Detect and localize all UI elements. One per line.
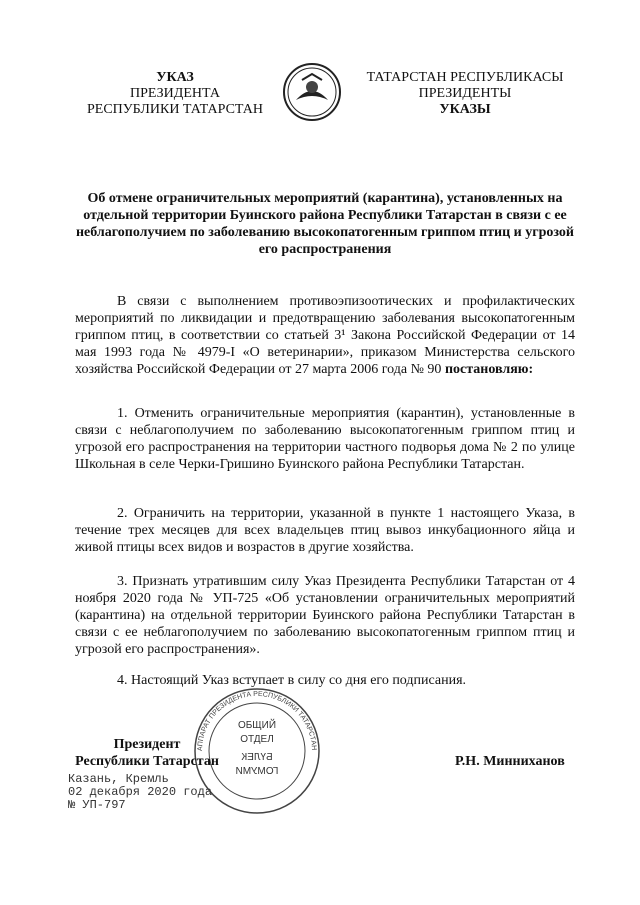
stamp-line1: ОБЩИЙ	[237, 720, 277, 731]
document-title: Об отмене ограничительных мероприятий (карантина), установленных на отдельной территории Буинского района Республики Татарстан в связи с ее неблагополучием по заболеванию высокопатогенным гриппом птиц и угрозой его распространения	[75, 191, 574, 257]
emblem-icon	[280, 62, 344, 122]
signature-title-line1: Президент	[113, 737, 181, 752]
stamp-line2: ОТДЕЛ	[240, 734, 274, 745]
stamp-line4: БҮЛЕК	[241, 752, 273, 763]
stamp-ring-text: АППАРАТ ПРЕЗИДЕНТА РЕСПУБЛИКИ ТАТАРСТАН	[196, 690, 318, 752]
header-left	[70, 70, 280, 118]
signature-name: Р.Н. Минниханов	[455, 754, 565, 769]
stamp-line3: ГОМУМИ	[235, 766, 279, 777]
header-left-line2: ПРЕЗИДЕНТА	[130, 86, 220, 101]
signature-title	[72, 736, 222, 770]
preamble-text: В связи с выполнением противоэпизоотических и профилактических мероприятий по ликвидации и предотвращению заболевания высокопатогенным гриппом птиц, в соответствии со статьей 3¹ Закона Российской Федерации от 14 мая 1993 года № 4979-I «О ветеринарии», приказом Министерства сельского хозяйства Российской Федерации от 27 марта 2006 года № 90	[75, 294, 575, 377]
place-date	[68, 773, 212, 812]
preamble-bold: постановляю:	[444, 362, 534, 377]
header-left-line3: РЕСПУБЛИКИ ТАТАРСТАН	[86, 102, 263, 117]
preamble	[75, 293, 575, 378]
signature-title-line2: Республики Татарстан	[75, 754, 219, 769]
date: 02 декабря 2020 года	[68, 785, 213, 799]
header-right-line3: УКАЗЫ	[439, 102, 491, 117]
decree-number: № УП-797	[68, 798, 126, 812]
header-right	[360, 70, 570, 118]
header-left-line1: УКАЗ	[156, 70, 194, 85]
item-2: 2. Ограничить на территории, указанной в пункте 1 настоящего Указа, в течение трех месяцев для всех владельцев птиц вывоз инкубационного яйца и живой птицы всех видов и возрастов в другие хозяйства.	[75, 506, 575, 555]
item-1: 1. Отменить ограничительные мероприятия (карантин), установленные в связи с неблагополучием по заболеванию высокопатогенным гриппом птиц и угрозой его распространения на территории частного подворья дома № 2 по улице Школьная в селе Черки-Гришино Буинского района Республики Татарстан.	[75, 406, 575, 472]
item-3: 3. Признать утратившим силу Указ Президента Республики Татарстан от 4 ноября 2020 года № УП-725 «Об установлении ограничительных мероприятий (карантина) на отдельной территории Буинского района Республики Татарстан в связи с ее неблагополучием по заболеванию высокопатогенным гриппом птиц и угрозой его распространения».	[75, 574, 575, 657]
item-4: 4. Настоящий Указ вступает в силу со дня его подписания.	[117, 673, 467, 688]
header-right-line2: ПРЕЗИДЕНТЫ	[418, 86, 512, 101]
place: Казань, Кремль	[68, 772, 169, 786]
header-right-line1: ТАТАРСТАН РЕСПУБЛИКАСЫ	[366, 70, 564, 85]
